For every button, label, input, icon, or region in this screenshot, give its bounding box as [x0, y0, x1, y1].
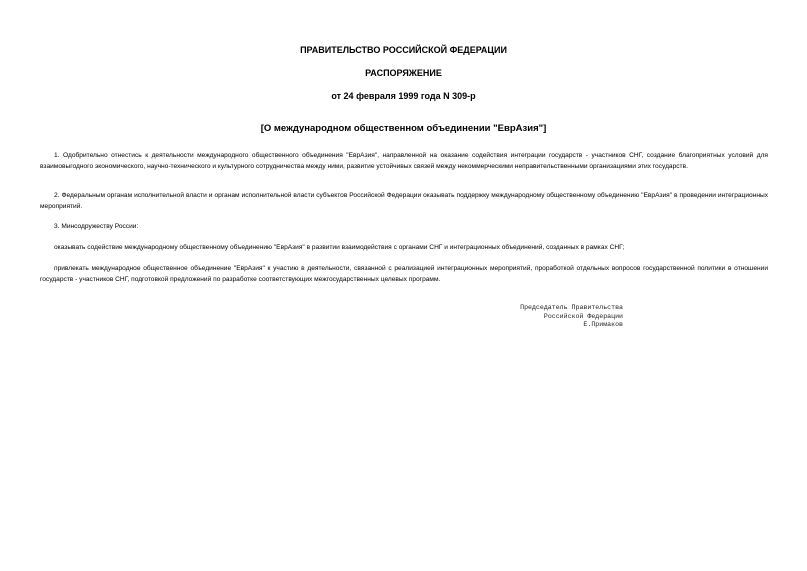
paragraph-2: 2. Федеральным органам исполнительной власти и органам исполнительной власти субъектов Российской Федерации оказывать поддержку международному общественному объединению "ЕврАзия" в проведении интеграционных мероприятий.	[40, 192, 768, 210]
signature-title: Председатель Правительства	[520, 304, 623, 311]
paragraph-3: 3. Минсодружеству России:	[54, 223, 139, 230]
paragraph-3-item-1: оказывать содействие международному общественному объединению "ЕврАзия" в развитии взаимодействия с органами СНГ и интеграционных объединений, созданных в рамках СНГ;	[54, 244, 625, 251]
signature-country: Российской Федерации	[543, 312, 623, 320]
signature-name: Е.Примаков	[583, 321, 623, 328]
date-number-heading: от 24 февраля 1999 года N 309-р	[331, 91, 476, 101]
document-type-heading: РАСПОРЯЖЕНИЕ	[365, 68, 442, 78]
subject-heading: [О международном общественном объединении "ЕврАзия"]	[260, 123, 547, 134]
paragraph-3-item-2: привлекать международное общественное объединение "ЕврАзия" к участию в деятельности, связанной с реализацией интеграционных мероприятий, проработкой отдельных вопросов государственной политики в отношении государств - участников СНГ, подготовкой предложений по разработке соответствующих межгосударственных целевых программ.	[40, 265, 768, 283]
issuer-heading: ПРАВИТЕЛЬСТВО РОССИЙСКОЙ ФЕДЕРАЦИИ	[300, 45, 507, 55]
signature-block	[440, 304, 623, 330]
paragraph-1: 1. Одобрительно отнестись к деятельности международного общественного объединения "ЕврАзия", направленной на оказание содействия интеграции государств - участников СНГ, создание благоприятных условий для взаимовыгодного экономического, научно-технического и культурного сотрудничества между ними, развитие устойчивых связей между некоммерческими неправительственными организациями этих государств.	[40, 152, 768, 170]
